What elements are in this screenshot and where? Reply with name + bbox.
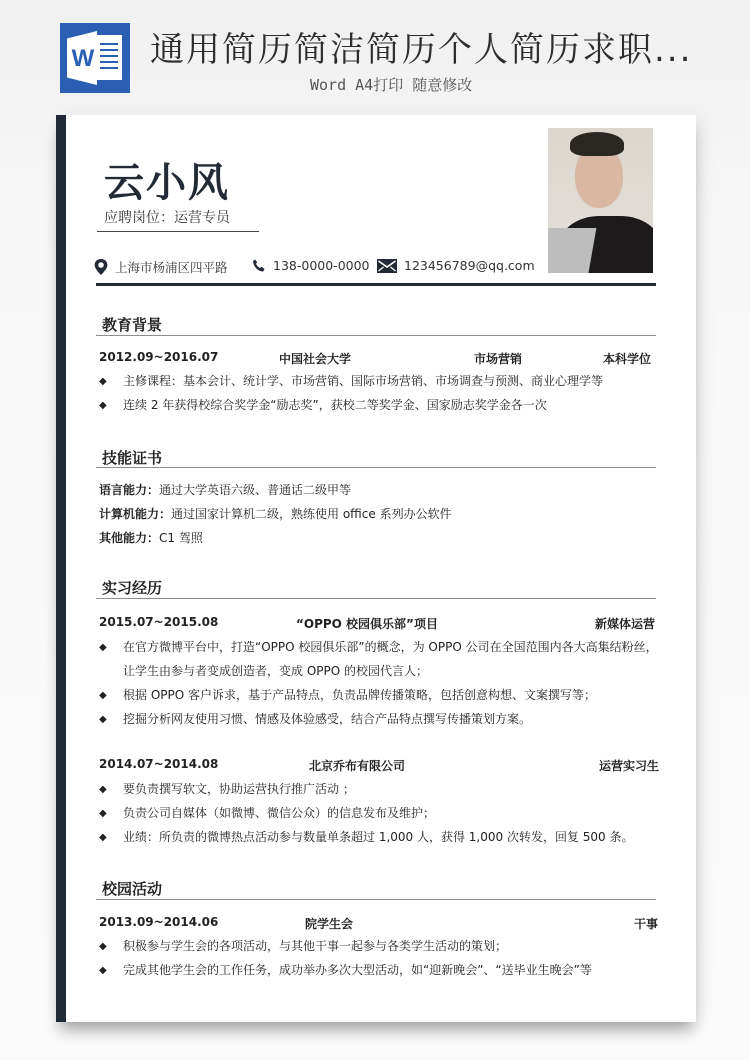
envelope-icon xyxy=(377,259,397,273)
skill-computer: 计算机能力：通过国家计算机二级，熟练使用 office 系列办公软件 xyxy=(99,507,452,521)
diamond-bullet-icon: ◆ xyxy=(99,690,107,701)
diamond-bullet-icon: ◆ xyxy=(99,714,107,725)
diamond-bullet-icon: ◆ xyxy=(99,376,107,387)
entry-role: 新媒体运营 xyxy=(595,617,656,631)
template-subtitle: Word A4打印 随意修改 xyxy=(310,76,473,94)
entry-org: “OPPO 校园俱乐部”项目 xyxy=(296,617,438,631)
email-text: 123456789@qq.com xyxy=(404,258,535,273)
position-underline xyxy=(97,231,259,232)
applied-position: 应聘岗位：运营专员 xyxy=(104,210,230,226)
section-title-education: 教育背景 xyxy=(102,316,163,334)
skill-language: 语言能力：通过大学英语六级、普通话二级甲等 xyxy=(99,483,352,497)
entry-role: 运营实习生 xyxy=(599,759,660,773)
section-title-skills: 技能证书 xyxy=(102,449,163,467)
portrait-photo xyxy=(548,128,653,273)
resume-page xyxy=(56,115,696,1022)
section-rule xyxy=(96,467,656,468)
contact-phone xyxy=(252,258,370,273)
diamond-bullet-icon: ◆ xyxy=(99,965,107,976)
diamond-bullet-icon: ◆ xyxy=(99,642,107,653)
list-item: ◆ 要负责撰写软文，协助运营执行推广活动 ； xyxy=(99,780,355,799)
list-item: ◆ 主修课程：基本会计、统计学、市场营销、国际市场营销、市场调查与预测、商业心理学等 xyxy=(99,372,603,391)
entry-org: 院学生会 xyxy=(305,917,354,931)
section-title-internship: 实习经历 xyxy=(102,579,163,597)
list-item: ◆ 业绩：所负责的微博热点活动参与数量单条超过 1,000 人，获得 1,000 次转发，回复 500 条。 xyxy=(99,828,634,847)
diamond-bullet-icon: ◆ xyxy=(99,808,107,819)
list-item: ◆ 完成其他学生会的工作任务，成功举办多次大型活动，如“迎新晚会”、“送毕业生晚会”等 xyxy=(99,961,592,980)
entry-role: 干事 xyxy=(634,917,659,931)
section-rule xyxy=(96,899,656,900)
diamond-bullet-icon: ◆ xyxy=(99,784,107,795)
header-divider xyxy=(96,283,656,286)
entry-dates: 2012.09~2016.07 xyxy=(99,350,219,364)
entry-dates: 2014.07~2014.08 xyxy=(99,757,219,771)
entry-degree: 本科学位 xyxy=(603,352,652,366)
address-text: 上海市杨浦区四平路 xyxy=(115,260,228,275)
list-item: ◆ 根据 OPPO 客户诉求，基于产品特点，负责品牌传播策略，包括创意构想、文案撰写等； xyxy=(99,686,596,705)
contact-email xyxy=(377,258,535,273)
entry-dates: 2013.09~2014.06 xyxy=(99,915,219,929)
phone-text: 138-0000-0000 xyxy=(273,258,370,273)
list-item: ◆ 连续 2 年获得校综合奖学金“励志奖”，获校二等奖学金、国家励志奖学金各一次 xyxy=(99,396,547,415)
education-entry-header xyxy=(99,350,659,368)
list-item: ◆ 积极参与学生会的各项活动，与其他干事一起参与各类学生活动的策划； xyxy=(99,937,507,956)
template-title: 通用简历简洁简历个人简历求职... xyxy=(150,30,693,70)
template-banner xyxy=(0,0,750,110)
candidate-name: 云小风 xyxy=(104,160,230,206)
entry-dates: 2015.07~2015.08 xyxy=(99,615,219,629)
skill-other: 其他能力：C1 驾照 xyxy=(99,531,203,545)
word-letter: W xyxy=(71,45,95,72)
accent-bar xyxy=(56,115,66,1022)
diamond-bullet-icon: ◆ xyxy=(99,941,107,952)
contact-address xyxy=(94,258,228,276)
list-item: ◆ 负责公司自媒体（如微博、微信公众）的信息发布及维护； xyxy=(99,804,435,823)
phone-icon xyxy=(252,259,266,273)
word-app-icon xyxy=(60,23,130,93)
entry-major: 市场营销 xyxy=(474,352,523,366)
list-item-continuation: 让学生由参与者变成创造者，变成 OPPO 的校园代言人； xyxy=(123,664,428,678)
list-item: ◆ 在官方微博平台中，打造“OPPO 校园俱乐部”的概念，为 OPPO 公司在全国范围内各大高集结粉丝， xyxy=(99,638,658,657)
section-rule xyxy=(96,335,656,336)
diamond-bullet-icon: ◆ xyxy=(99,400,107,411)
list-item: ◆ 挖掘分析网友使用习惯、情感及体验感受，结合产品特点撰写传播策划方案。 xyxy=(99,710,531,729)
location-pin-icon xyxy=(94,259,108,275)
internship-entry-header xyxy=(99,615,659,633)
entry-org: 北京乔布有限公司 xyxy=(309,759,406,773)
entry-school: 中国社会大学 xyxy=(279,352,352,366)
campus-entry-header xyxy=(99,915,659,933)
internship-entry-header xyxy=(99,757,659,775)
section-rule xyxy=(96,598,656,599)
diamond-bullet-icon: ◆ xyxy=(99,832,107,843)
section-title-campus: 校园活动 xyxy=(102,880,163,898)
